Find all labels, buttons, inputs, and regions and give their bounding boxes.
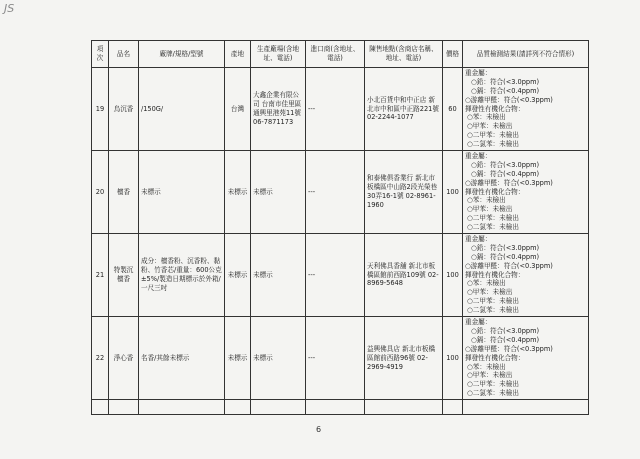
result-line: ○鎘：符合(<0.4ppm) [471, 335, 540, 344]
header-origin: 產地 [225, 41, 251, 68]
row-result [463, 68, 589, 151]
result-line: ○甲苯：未檢出 [467, 122, 513, 131]
result-line: ○苯：未檢出 [467, 196, 506, 205]
row-manufacturer: 未標示 [251, 151, 306, 234]
table-row [92, 317, 589, 400]
result-line: ○甲苯：未檢出 [467, 371, 513, 380]
page-mark: JS [4, 2, 15, 15]
result-line: ○甲苯：未檢出 [467, 288, 513, 297]
result-line: ○二甲苯：未檢出 [467, 380, 519, 389]
row-importer: --- [306, 317, 365, 400]
result-line: ○游離甲醛：符合(<0.3ppm) [465, 344, 553, 353]
row-origin: 未標示 [225, 317, 251, 400]
result-line: ○鉛：符合(<3.0ppm) [471, 160, 540, 169]
header-manufacturer: 生產廠場(含地址、電話) [251, 41, 306, 68]
cutoff-cell [463, 400, 589, 415]
row-importer: --- [306, 234, 365, 317]
row-origin: 未標示 [225, 151, 251, 234]
cutoff-cell [251, 400, 306, 415]
row-no: 22 [92, 317, 109, 400]
row-seller: 益興佛具店 新北市板橋區館前西路96號 02-2969-4919 [365, 317, 443, 400]
result-line: 重金屬： [465, 69, 492, 77]
result-line: ○二氯苯：未檢出 [467, 389, 519, 398]
row-seller: 和泰佛俱香業行 新北市板橋區中山路2段光榮巷30弄16-1號 02-8961-1960 [365, 151, 443, 234]
result-line: ○苯：未檢出 [467, 113, 506, 122]
header-name: 品名 [109, 41, 139, 68]
result-line: 重金屬： [465, 235, 492, 244]
row-result [463, 317, 589, 400]
row-brand: 名香/其餘未標示 [139, 317, 225, 400]
row-no: 20 [92, 151, 109, 234]
table-row [92, 151, 589, 234]
row-result [463, 151, 589, 234]
header-seller: 陳售地點(含商店名稱、地址、電話) [365, 41, 443, 68]
row-brand: 未標示 [139, 151, 225, 234]
row-importer: --- [306, 68, 365, 151]
cutoff-cell [92, 400, 109, 415]
row-name: 特製沉檀香 [109, 234, 139, 317]
row-manufacturer: 未標示 [251, 317, 306, 400]
result-line: ○游離甲醛：符合(<0.3ppm) [465, 178, 553, 187]
header-result: 品質檢測結果(請詳列不符合情形) [463, 41, 589, 68]
row-seller: 小北百貨中和中正店 新北市中和區中正路221號 02-2244-1077 [365, 68, 443, 151]
row-origin: 未標示 [225, 234, 251, 317]
header-row [92, 41, 589, 68]
result-line: ○苯：未檢出 [467, 362, 506, 371]
row-result [463, 234, 589, 317]
result-line: 重金屬： [465, 152, 492, 161]
header-no: 項次 [92, 41, 109, 68]
inspection-table [91, 40, 589, 415]
result-line: ○鉛：符合(<3.0ppm) [471, 326, 540, 335]
result-line: ○游離甲醛：符合(<0.3ppm) [465, 95, 553, 104]
table-row [92, 68, 589, 151]
result-line: ○鉛：符合(<3.0ppm) [471, 77, 540, 86]
result-line: 揮發性有機化合物： [465, 353, 525, 362]
result-line: 揮發性有機化合物： [465, 104, 525, 113]
cutoff-cell [365, 400, 443, 415]
result-line: ○二氯苯：未檢出 [467, 140, 519, 149]
row-no: 19 [92, 68, 109, 151]
result-line: ○游離甲醛：符合(<0.3ppm) [465, 261, 553, 270]
row-manufacturer: 未標示 [251, 234, 306, 317]
result-line: ○二甲苯：未檢出 [467, 297, 519, 306]
row-name: 烏沉香 [109, 68, 139, 151]
result-line: ○鎘：符合(<0.4ppm) [471, 252, 540, 261]
result-line: ○鉛：符合(<3.0ppm) [471, 243, 540, 252]
row-brand: /150G/ [139, 68, 225, 151]
result-line: ○甲苯：未檢出 [467, 205, 513, 214]
table-row-cutoff [92, 400, 589, 415]
result-line: ○二甲苯：未檢出 [467, 131, 519, 140]
table-row [92, 234, 589, 317]
row-importer: --- [306, 151, 365, 234]
row-origin: 台灣 [225, 68, 251, 151]
header-price: 價格 [443, 41, 463, 68]
row-price: 100 [443, 317, 463, 400]
row-name: 檀香 [109, 151, 139, 234]
cutoff-cell [306, 400, 365, 415]
result-line: ○鎘：符合(<0.4ppm) [471, 169, 540, 178]
result-line: 重金屬： [465, 318, 492, 327]
header-brand: 廠牌/規格/型號 [139, 41, 225, 68]
row-brand: 成分：檀香粉、沉香粉、黏粉、竹香芯/重量：600公克±5%/製造日期標示於外箱/一尺三吋 [139, 234, 225, 317]
row-price: 100 [443, 151, 463, 234]
row-no: 21 [92, 234, 109, 317]
cutoff-cell [139, 400, 225, 415]
result-line: ○苯：未檢出 [467, 279, 506, 288]
result-line: ○鎘：符合(<0.4ppm) [471, 86, 540, 95]
cutoff-cell [109, 400, 139, 415]
page-number: 6 [316, 425, 322, 434]
row-name: 淨心香 [109, 317, 139, 400]
row-price: 100 [443, 234, 463, 317]
result-line: 揮發性有機化合物： [465, 187, 525, 196]
result-line: ○二甲苯：未檢出 [467, 214, 519, 223]
result-line: 揮發性有機化合物： [465, 270, 525, 279]
row-price: 60 [443, 68, 463, 151]
row-manufacturer: 大鑫企業有限公司 台南市佳里區通興里港苑11號 06-7871173 [251, 68, 306, 151]
row-seller: 天利佛具香舖 新北市板橋區館前西路109號 02-8969-5648 [365, 234, 443, 317]
result-line: ○二氯苯：未檢出 [467, 306, 519, 315]
result-line: ○二氯苯：未檢出 [467, 223, 519, 232]
cutoff-cell [443, 400, 463, 415]
cutoff-cell [225, 400, 251, 415]
header-importer: 進口商(含地址、電話) [306, 41, 365, 68]
